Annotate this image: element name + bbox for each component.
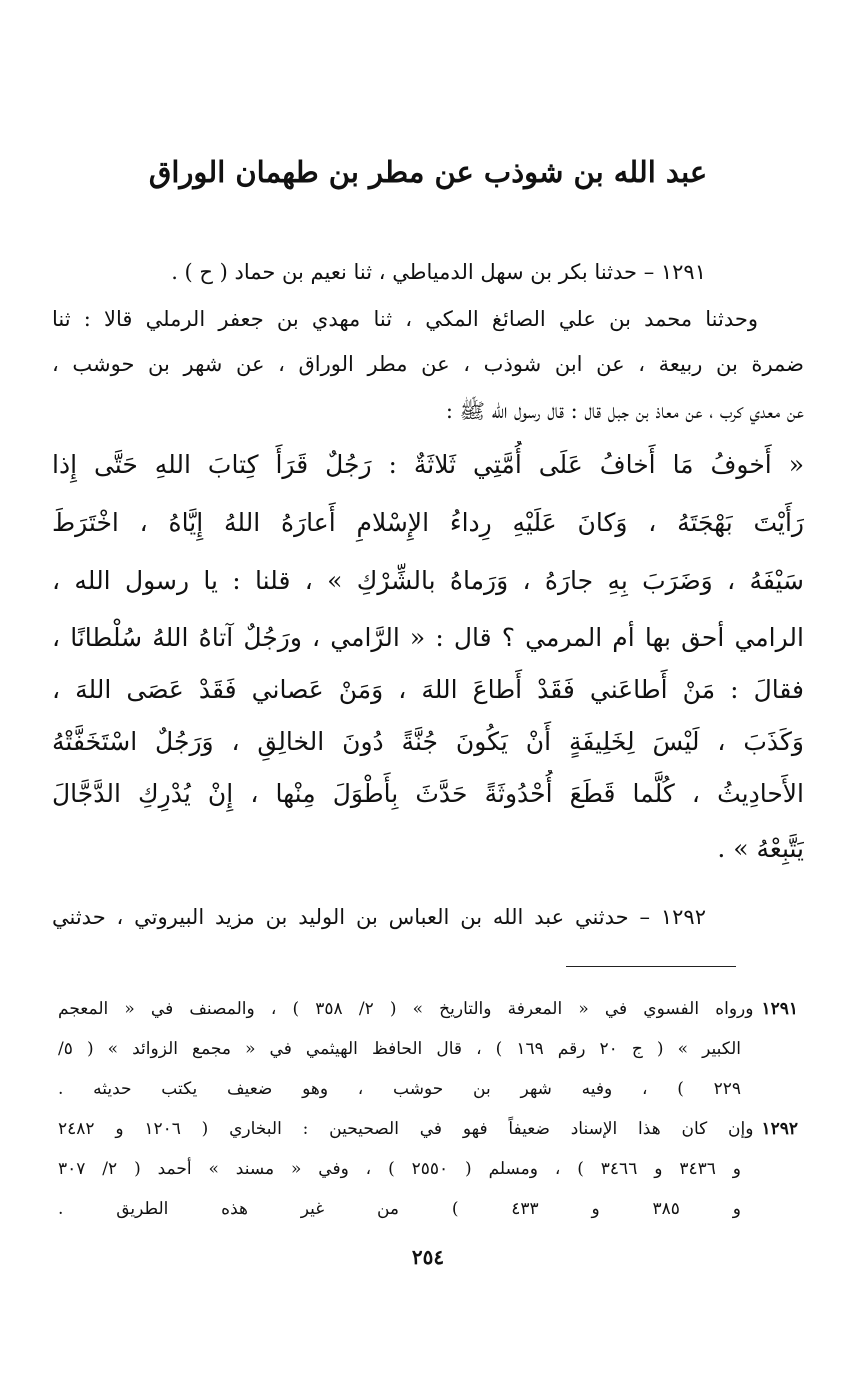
footnote-1292-line-2: و ٣٤٣٦ و ٣٤٦٦ ) ، ومسلم ( ٢٥٥٠ ) ، وفي « مسند » أحمد ( ٢/ ٣٠٧ — [58, 1159, 741, 1179]
hadith-1292-line-1: ١٢٩٢ – حدثني عبد الله بن العباس بن الوليد بن مزيد البيروتي ، حدثني — [52, 905, 706, 929]
hadith-1291-line-3: ضمرة بن ربيعة ، عن ابن شوذب ، عن مطر الوراق ، عن شهر بن حوشب ، — [52, 352, 804, 376]
footnote-1292-line-1 — [58, 1112, 798, 1147]
footnote-1291-text-1: ورواه الفسوي في « المعرفة والتاريخ » ( ٢/ ٣٥٨ ) ، والمصنف في « المعجم — [58, 999, 754, 1019]
footnote-1291-line-1 — [58, 992, 798, 1027]
hadith-1291-matn-line-5: فقالَ : مَنْ أَطاعَني فَقَدْ أَطاعَ اللهَ ، وَمَنْ عَصاني فَقَدْ عَصَى اللهَ ، — [52, 675, 804, 704]
footnote-1291-line-3: ٢٢٩ ) ، وفيه شهر بن حوشب ، وهو ضعيف يكتب حديثه . — [58, 1079, 741, 1099]
hadith-1291-matn-line-1: « أَخوفُ مَا أَخافُ عَلَى أُمَّتِي ثَلاثَةٌ : رَجُلٌ قَرَأَ كِتابَ اللهِ حَتَّى إِذا — [52, 450, 804, 479]
hadith-1291-matn-line-8: يَتَّبِعْهُ » . — [717, 834, 804, 863]
footnote-separator — [566, 966, 736, 967]
footnote-1291-line-2: الكبير » ( ج ٢٠ رقم ١٦٩ ) ، قال الحافظ الهيثمي في « مجمع الزوائد » ( ٥/ — [58, 1039, 741, 1059]
hadith-1291-matn-line-6: وَكَذَبَ ، لَيْسَ لِخَلِيفَةٍ أَنْ يَكُونَ جُنَّةً دُونَ الخالِقِ ، وَرَجُلٌ اسْتَخَفَّتْهُ — [52, 727, 804, 756]
hadith-1291-line-1: ١٢٩١ – حدثنا بكر بن سهل الدمياطي ، ثنا نعيم بن حماد ( ح ) . — [171, 260, 706, 284]
hadith-1291-matn-line-3: سَيْفَهُ ، وَضَرَبَ بِهِ جارَهُ ، وَرَماهُ بالشِّرْكِ » ، قلنا : يا رسول الله ، — [52, 566, 804, 595]
footnote-1291-number: ١٢٩١ — [761, 999, 798, 1019]
chapter-title: عبد الله بن شوذب عن مطر بن طهمان الوراق — [148, 155, 708, 189]
footnote-1292-line-3: و ٣٨٥ و ٤٣٣ ) من غير هذه الطريق . — [58, 1199, 741, 1219]
hadith-1291-matn-line-7: الأَحادِيثُ ، كُلَّما قَطَعَ أُحْدُوثَةً حَدَّثَ بِأَطْوَلَ مِنْها ، إِنْ يُدْرِكِ الدَّجَّالَ — [52, 779, 804, 808]
footnote-1292-text-1: وإن كان هذا الإسناد ضعيفاً فهو في الصحيحين : البخاري ( ١٢٠٦ و ٢٤٨٢ — [58, 1119, 754, 1139]
page-number: ٢٥٤ — [411, 1245, 445, 1269]
hadith-1291-matn-line-2: رَأَيْتَ بَهْجَتَهُ ، وَكانَ عَلَيْهِ رِداءُ الإِسْلامِ أَعارَهُ اللهُ إِيَّاهُ ، اخْتَرَطَ — [52, 508, 804, 537]
hadith-1291-matn-line-4: الرامي أحق بها أم المرمي ؟ قال : « الرَّامي ، ورَجُلٌ آتاهُ اللهُ سُلْطانًا ، — [52, 623, 804, 652]
footnote-1292-number: ١٢٩٢ — [761, 1119, 798, 1139]
hadith-1291-line-4: عن معدي كرب ، عن معاذ بن جبل قال : قال رسول الله ﷺ : — [445, 399, 804, 423]
hadith-1291-line-2: وحدثنا محمد بن علي الصائغ المكي ، ثنا مهدي بن جعفر الرملي قالا : ثنا — [52, 307, 758, 331]
